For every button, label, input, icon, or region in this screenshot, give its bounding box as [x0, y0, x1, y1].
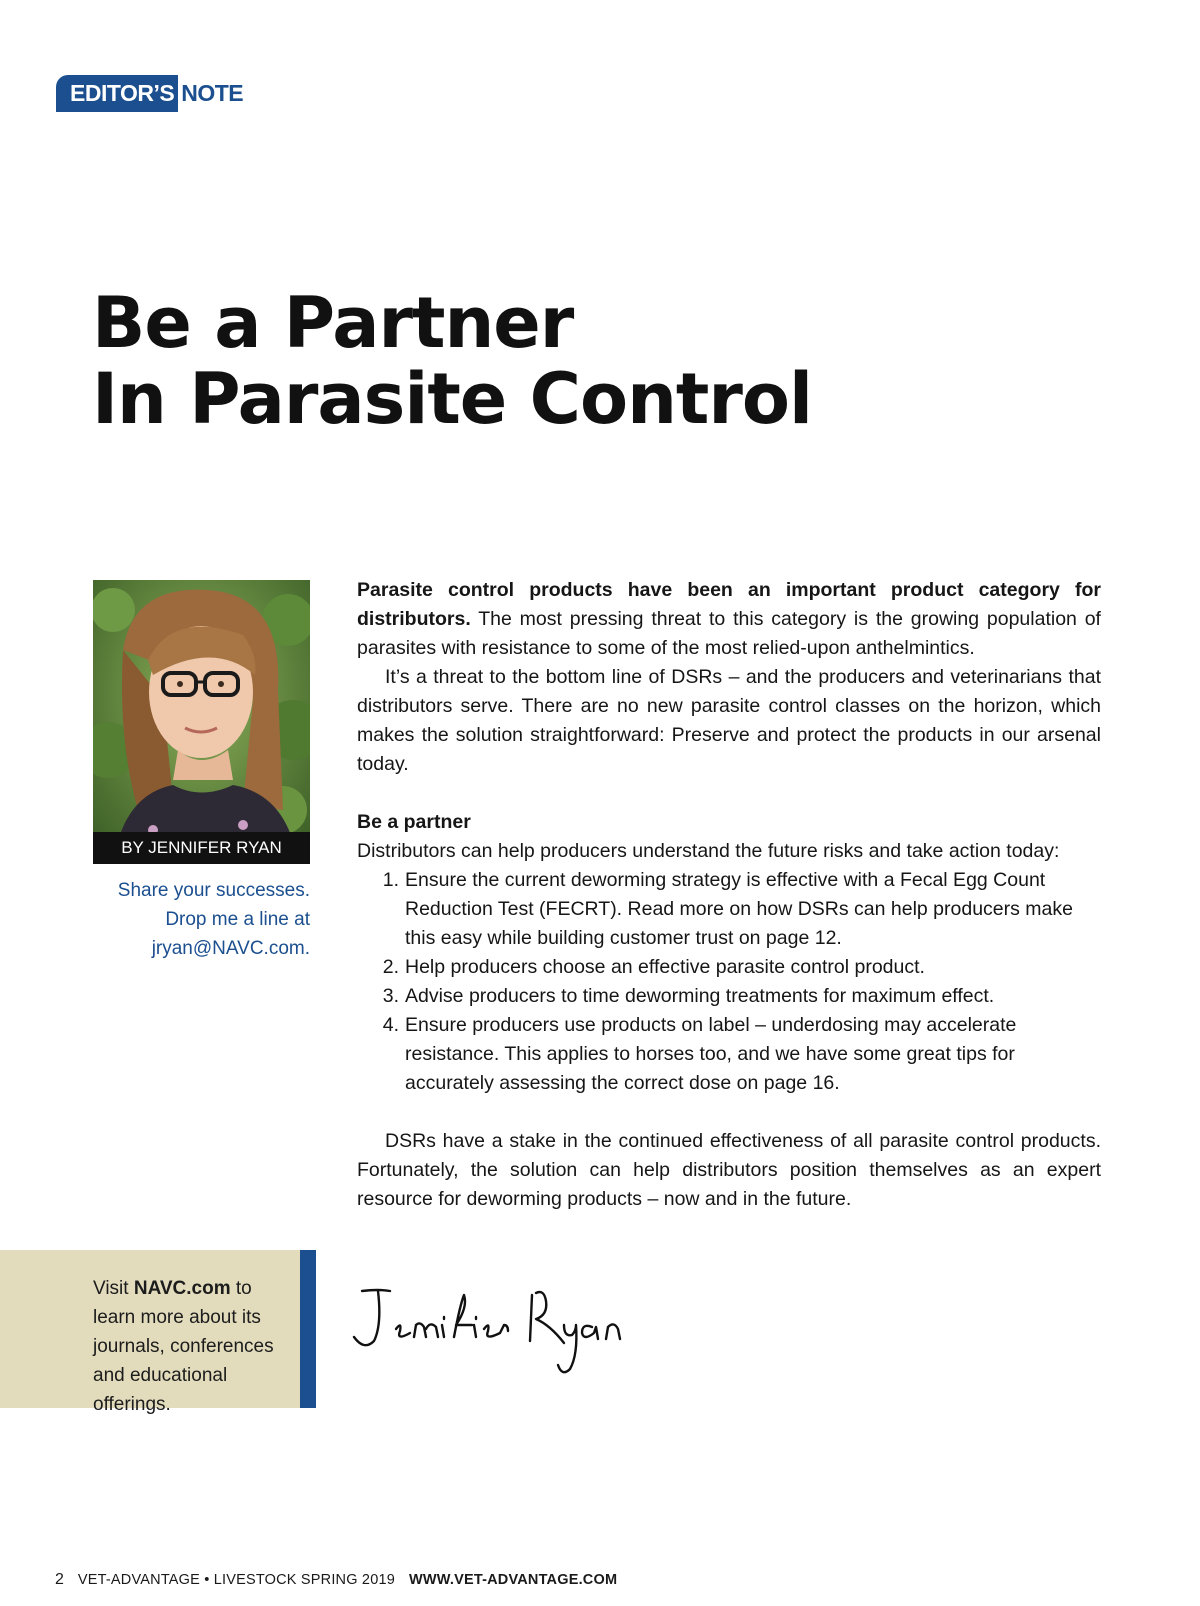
- section-tag-part1: EDITOR’S: [56, 75, 178, 112]
- author-contact-note: [93, 876, 310, 963]
- share-line-1: Share your successes.: [117, 880, 310, 901]
- article-body: [357, 576, 1101, 1214]
- action-list: [357, 866, 1101, 1098]
- handwritten-signature: [350, 1285, 650, 1385]
- list-item: [357, 1011, 1101, 1098]
- title-line-2: In Parasite Control: [92, 358, 812, 440]
- author-email: jryan@NAVC.com.: [151, 938, 310, 959]
- lead-sentence: Parasite control products have been an important product category for distributors.: [357, 579, 1101, 630]
- list-item: [357, 866, 1101, 953]
- section-tag-part2: NOTE: [181, 80, 244, 106]
- callout-text: [93, 1274, 293, 1419]
- website-link[interactable]: WWW.VET-ADVANTAGE.COM: [408, 1572, 618, 1588]
- signature-image: [350, 1285, 650, 1380]
- title-line-1: Be a Partner: [92, 282, 574, 364]
- author-byline: BY JENNIFER RYAN: [93, 832, 310, 864]
- share-line-2: Drop me a line at: [165, 909, 310, 930]
- list-item-number: 2.: [382, 956, 399, 978]
- list-item: [357, 953, 1101, 982]
- page-number: 2: [55, 1571, 64, 1588]
- page-footer: [55, 1571, 617, 1589]
- list-item-number: 4.: [382, 1014, 399, 1036]
- list-item-text: Ensure the current deworming strategy is effective with a Fecal Egg Count Reduction Test (FECRT). Read more on how DSRs can help producers make this easy while building customer trust on page 12.: [405, 869, 1073, 949]
- intro-paragraph: [357, 576, 1101, 663]
- publication-name: VET-ADVANTAGE • LIVESTOCK SPRING 2019: [77, 1572, 395, 1588]
- closing-paragraph: DSRs have a stake in the continued effectiveness of all parasite control products. Fortunately, the solution can help distributors position themselves as an expert resource for deworming products – now and in the future.: [357, 1130, 1101, 1210]
- navc-link[interactable]: NAVC.com: [133, 1278, 231, 1299]
- list-item-text: Help producers choose an effective parasite control product.: [405, 956, 925, 978]
- list-item-number: 1.: [382, 869, 399, 891]
- author-portrait-illustration: [93, 580, 310, 864]
- section-tag: [56, 75, 243, 112]
- callout-post: to learn more about its journals, conferences and educational offerings.: [93, 1278, 274, 1415]
- intro-text: The most pressing threat to this category is the growing population of parasites with resistance to some of the most relied-upon anthelmintics.: [357, 608, 1101, 659]
- author-photo: [93, 580, 310, 864]
- callout-pre: Visit: [93, 1278, 134, 1299]
- list-item: [357, 982, 1101, 1011]
- list-item-text: Ensure producers use products on label – underdosing may accelerate resistance. This applies to horses too, and we have some great tips for accurately assessing the correct dose on page 16.: [405, 1014, 1017, 1094]
- page-title: [92, 282, 812, 440]
- list-item-number: 3.: [382, 985, 399, 1007]
- navc-callout-box: [0, 1250, 316, 1415]
- paragraph-threat: It’s a threat to the bottom line of DSRs – and the producers and veterinarians that distributors serve. There are no new parasite control classes on the horizon, which makes the solution straightforward: Preserve and protect the products in our arsenal today.: [357, 666, 1101, 775]
- list-item-text: Advise producers to time deworming treatments for maximum effect.: [405, 985, 995, 1007]
- subheading: Be a partner: [357, 811, 471, 833]
- paragraph-list-intro: Distributors can help producers understand the future risks and take action today:: [357, 840, 1060, 862]
